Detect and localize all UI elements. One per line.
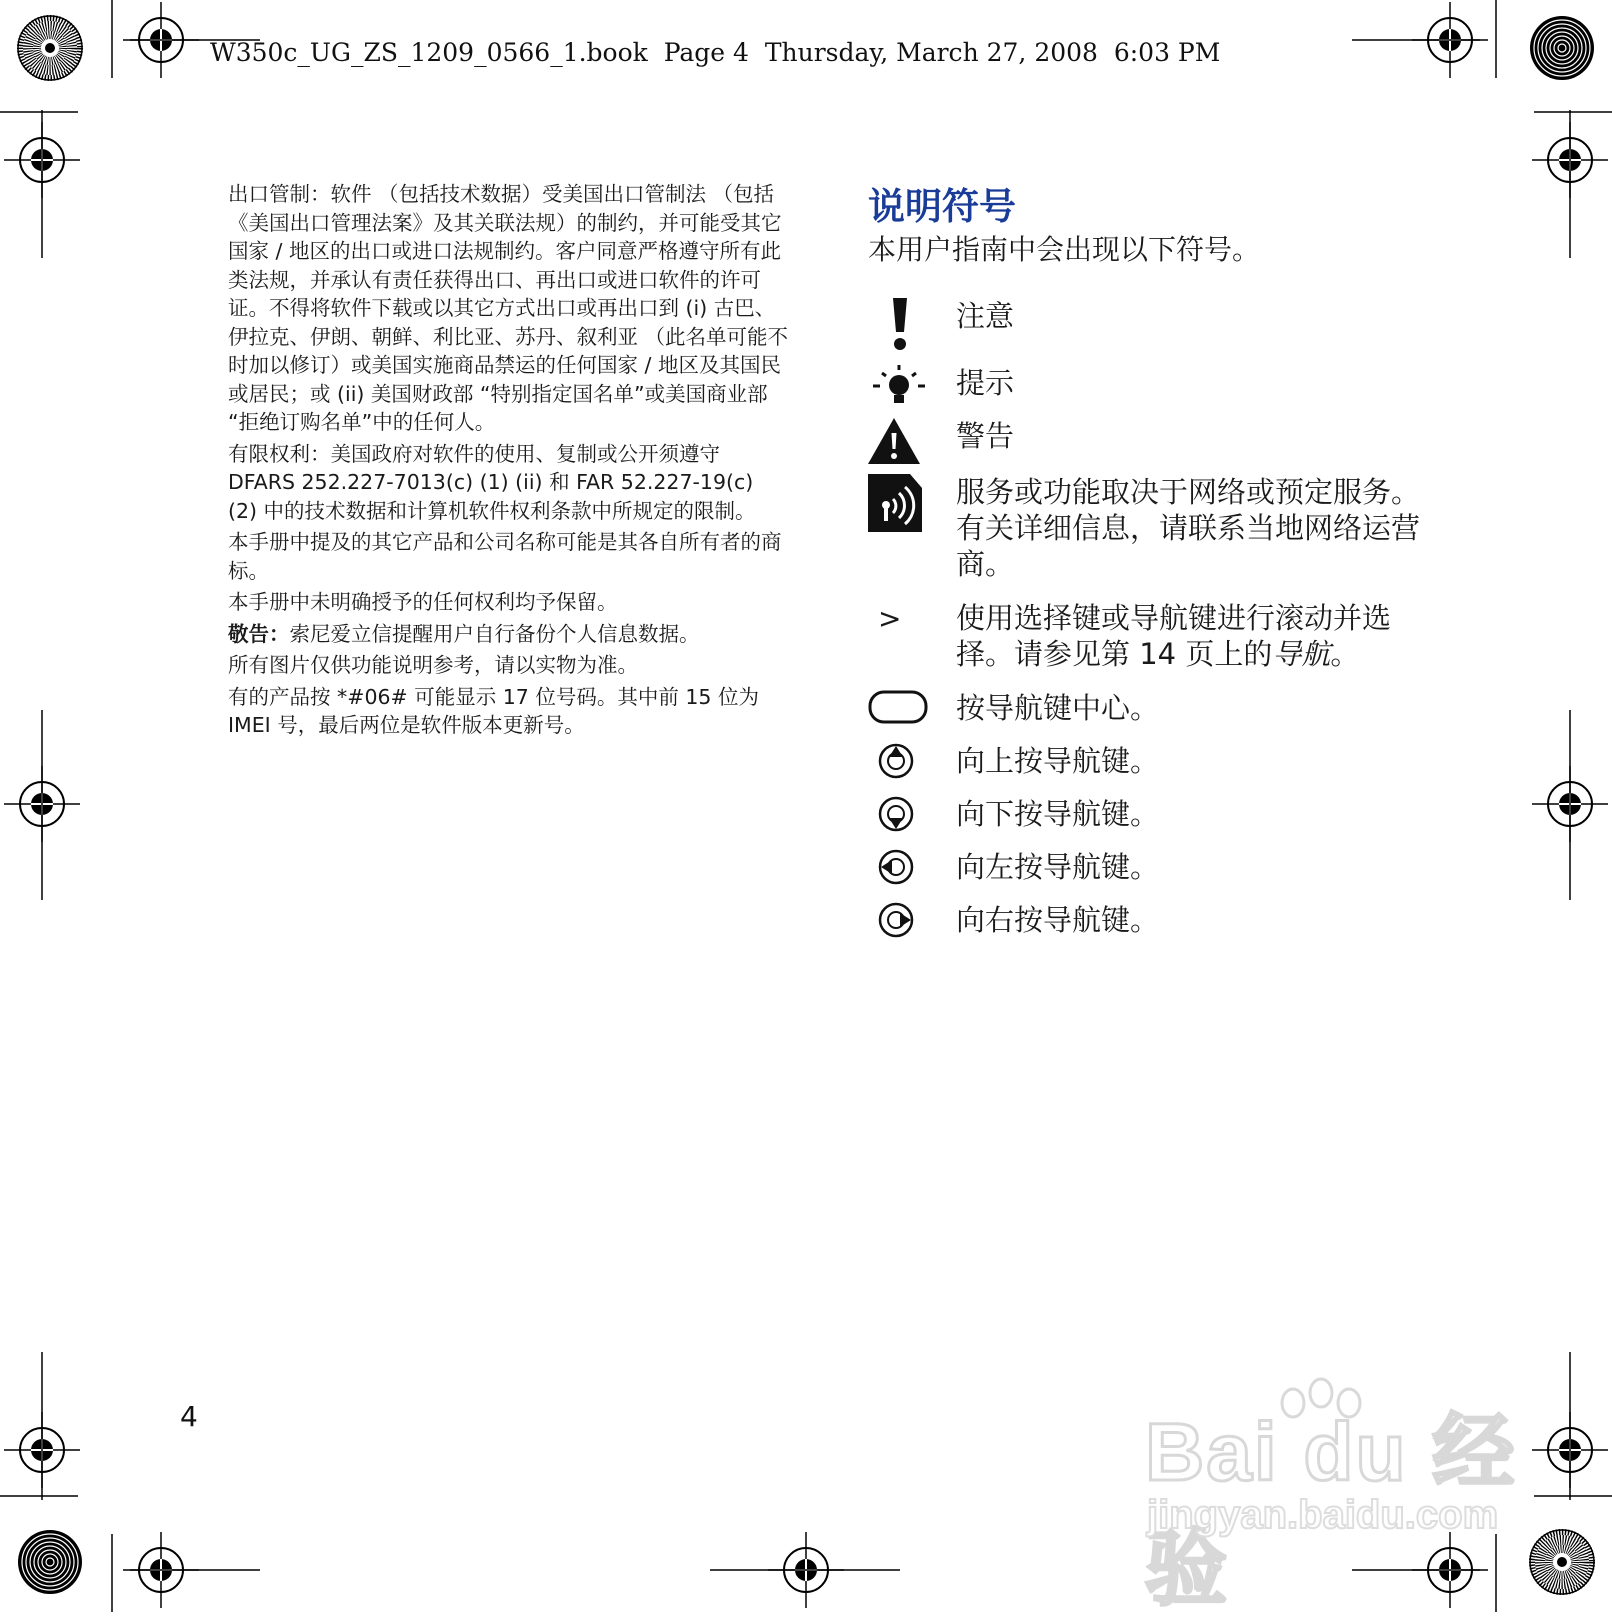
caution-paragraph bbox=[228, 620, 788, 649]
baidu-jingyan-watermark bbox=[1145, 1375, 1525, 1615]
note-icon bbox=[868, 298, 934, 358]
warning-label: 警告 bbox=[956, 419, 1015, 453]
legal-notices bbox=[228, 180, 788, 743]
nav-left-icon bbox=[868, 849, 934, 909]
warning-icon bbox=[868, 418, 934, 478]
caution-label: 敬告： bbox=[228, 621, 290, 646]
watermark-brand: Bai du 经验 bbox=[1145, 1407, 1517, 1615]
nav-center-text: 按导航键中心。 bbox=[956, 691, 1160, 725]
tip-label: 提示 bbox=[956, 366, 1015, 400]
nav-right-icon bbox=[868, 902, 934, 962]
page-number: 4 bbox=[180, 1400, 198, 1433]
restricted-rights-paragraph: 有限权利：美国政府对软件的使用、复制或公开须遵守 DFARS 252.227-7013(c) (1) (ii) 和 FAR 52.227-19(c) (2) 中的技术数据和计算机软件权利条款中所规定的限制。 bbox=[228, 441, 756, 523]
export-control-paragraph: 出口管制：软件 （包括技术数据）受美国出口管制法 （包括 《美国出口管理法案》及其关联法规）的制约，并可能受其它国家 / 地区的出口或进口法规制约。客户同意严格遵守所有此类法规，并承认有责任获得出口、再出口或进口软件的许可证。不得将软件下载或以其它方式出口或再出口到 (i) 古巴、伊拉克、伊朗、朝鲜、利比亚、苏丹、叙利亚 （此名单可能不时加以修订）或美国实施商品禁运的任何国家 / 地区及其国民或居民；或 (ii) 美国财政部 “特别指定国名单”或美国商业部 “拒绝订购名单”中的任何人。 bbox=[228, 182, 789, 434]
imei-paragraph: 有的产品按 *#06# 可能显示 17 位号码。其中前 15 位为 IMEI 号，最后两位是软件版本更新号。 bbox=[228, 684, 759, 737]
rights-reserved-paragraph: 本手册中未明确授予的任何权利均予保留。 bbox=[228, 590, 618, 614]
scroll-select-text bbox=[956, 600, 1426, 672]
nav-left-text: 向左按导航键。 bbox=[956, 850, 1160, 884]
section-title: 说明符号 bbox=[868, 185, 1016, 228]
scroll-select-end: 。 bbox=[1330, 637, 1360, 671]
note-label: 注意 bbox=[956, 299, 1015, 333]
watermark-url: jingyan.baidu.com bbox=[1147, 1493, 1499, 1537]
trademarks-paragraph: 本手册中提及的其它产品和公司名称可能是其各自所有者的商标。 bbox=[228, 530, 782, 583]
network-service-icon bbox=[868, 474, 934, 536]
caution-text: 索尼爱立信提醒用户自行备份个人信息数据。 bbox=[289, 621, 700, 646]
tip-icon bbox=[868, 365, 934, 425]
nav-up-text: 向上按导航键。 bbox=[956, 744, 1160, 778]
network-service-text: 服务或功能取决于网络或预定服务。有关详细信息，请联系当地网络运营商。 bbox=[956, 475, 1421, 581]
nav-right-text: 向右按导航键。 bbox=[956, 903, 1160, 937]
nav-center-icon bbox=[868, 690, 934, 750]
images-disclaimer: 所有图片仅供功能说明参考，请以实物为准。 bbox=[228, 653, 638, 677]
print-slug: W350c_UG_ZS_1209_0566_1.book Page 4 Thursday, March 27, 2008 6:03 PM bbox=[210, 38, 1221, 67]
nav-down-icon bbox=[868, 796, 934, 856]
section-intro: 本用户指南中会出现以下符号。 bbox=[868, 233, 1261, 266]
nav-up-icon bbox=[868, 743, 934, 803]
symbols-section bbox=[868, 183, 1428, 269]
arrow-glyph: > bbox=[878, 602, 902, 635]
navigation-reference: 导航 bbox=[1272, 637, 1331, 671]
nav-down-text: 向下按导航键。 bbox=[956, 797, 1160, 831]
scroll-select-body: 使用选择键或导航键进行滚动并选择。请参见第 14 页上的 bbox=[956, 601, 1392, 671]
